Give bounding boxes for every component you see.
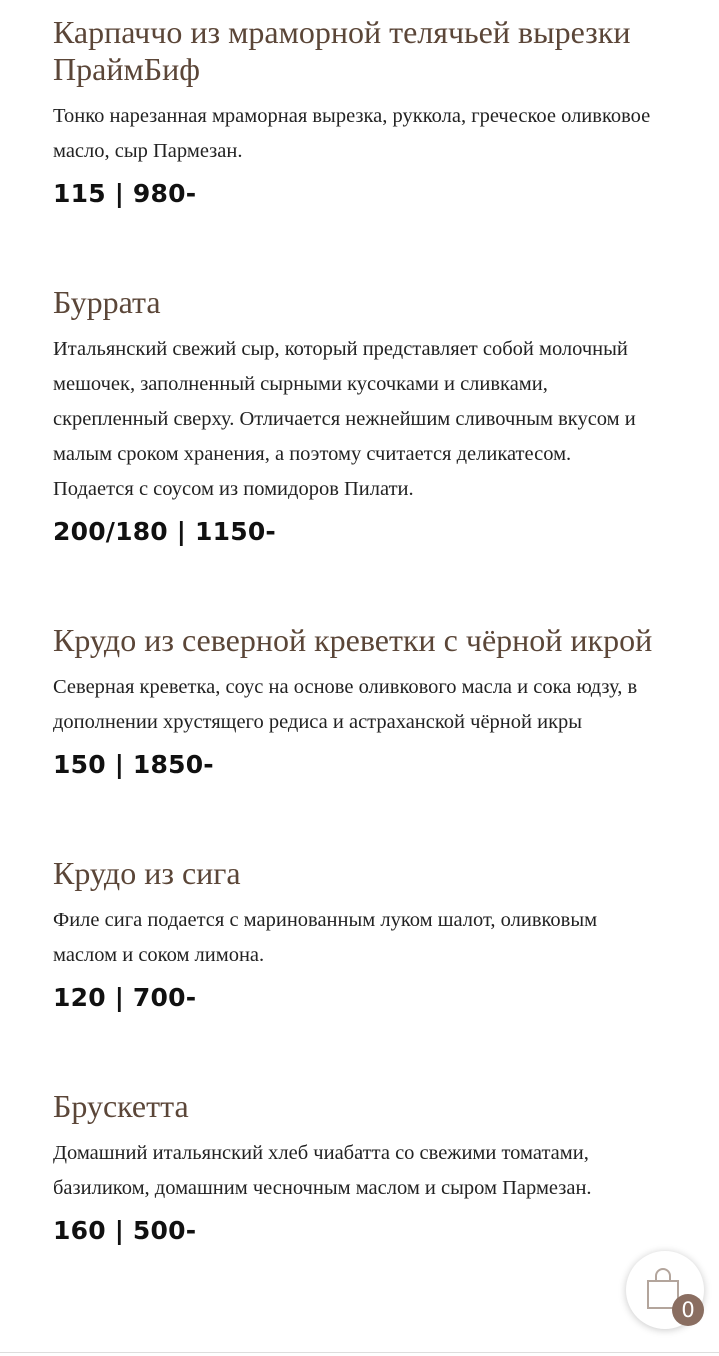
menu-item-price: 150 | 1850- <box>53 750 214 779</box>
menu-item-price: 115 | 980- <box>53 179 197 208</box>
divider <box>0 1352 719 1353</box>
cart-count-badge: 0 <box>672 1294 704 1326</box>
menu-item-title: Крудо из северной креветки с чёрной икрой <box>53 622 653 658</box>
menu-item-description: Северная креветка, соус на основе оливкового масла и сока юдзу, в дополнении хрустящего редиса и астраханской чёрной икры <box>53 676 638 733</box>
menu-item-title: Карпаччо из мраморной телячьей вырезки ПраймБиф <box>53 14 631 87</box>
menu-item-title: Буррата <box>53 284 161 320</box>
menu-item <box>53 1088 653 1246</box>
menu-item-description: Домашний итальянский хлеб чиабатта со свежими томатами, базиликом, домашним чесночным маслом и сыром Пармезан. <box>53 1142 592 1199</box>
menu-item-price: 200/180 | 1150- <box>53 517 276 546</box>
menu-item-price: 120 | 700- <box>53 983 197 1012</box>
menu-item <box>53 14 653 209</box>
menu-item-description: Филе сига подается с маринованным луком шалот, оливковым маслом и соком лимона. <box>53 909 598 966</box>
menu-list <box>53 14 653 1246</box>
menu-item-title: Брускетта <box>53 1088 189 1124</box>
menu-item-description: Итальянский свежий сыр, который представляет собой молочный мешочек, заполненный сырными кусочками и сливками, скрепленный сверху. Отличается нежнейшим сливочным вкусом и малым сроком хранения, а поэтому считается деликатесом. Подается с соусом из помидоров Пилати. <box>53 338 636 500</box>
menu-item <box>53 855 653 1013</box>
menu-item <box>53 622 653 780</box>
menu-item-description: Тонко нарезанная мраморная вырезка, руккола, греческое оливковое масло, сыр Пармезан. <box>53 105 651 162</box>
cart-button[interactable] <box>626 1251 704 1329</box>
menu-item-price: 160 | 500- <box>53 1216 197 1245</box>
menu-item-title: Крудо из сига <box>53 855 241 891</box>
menu-item <box>53 284 653 547</box>
